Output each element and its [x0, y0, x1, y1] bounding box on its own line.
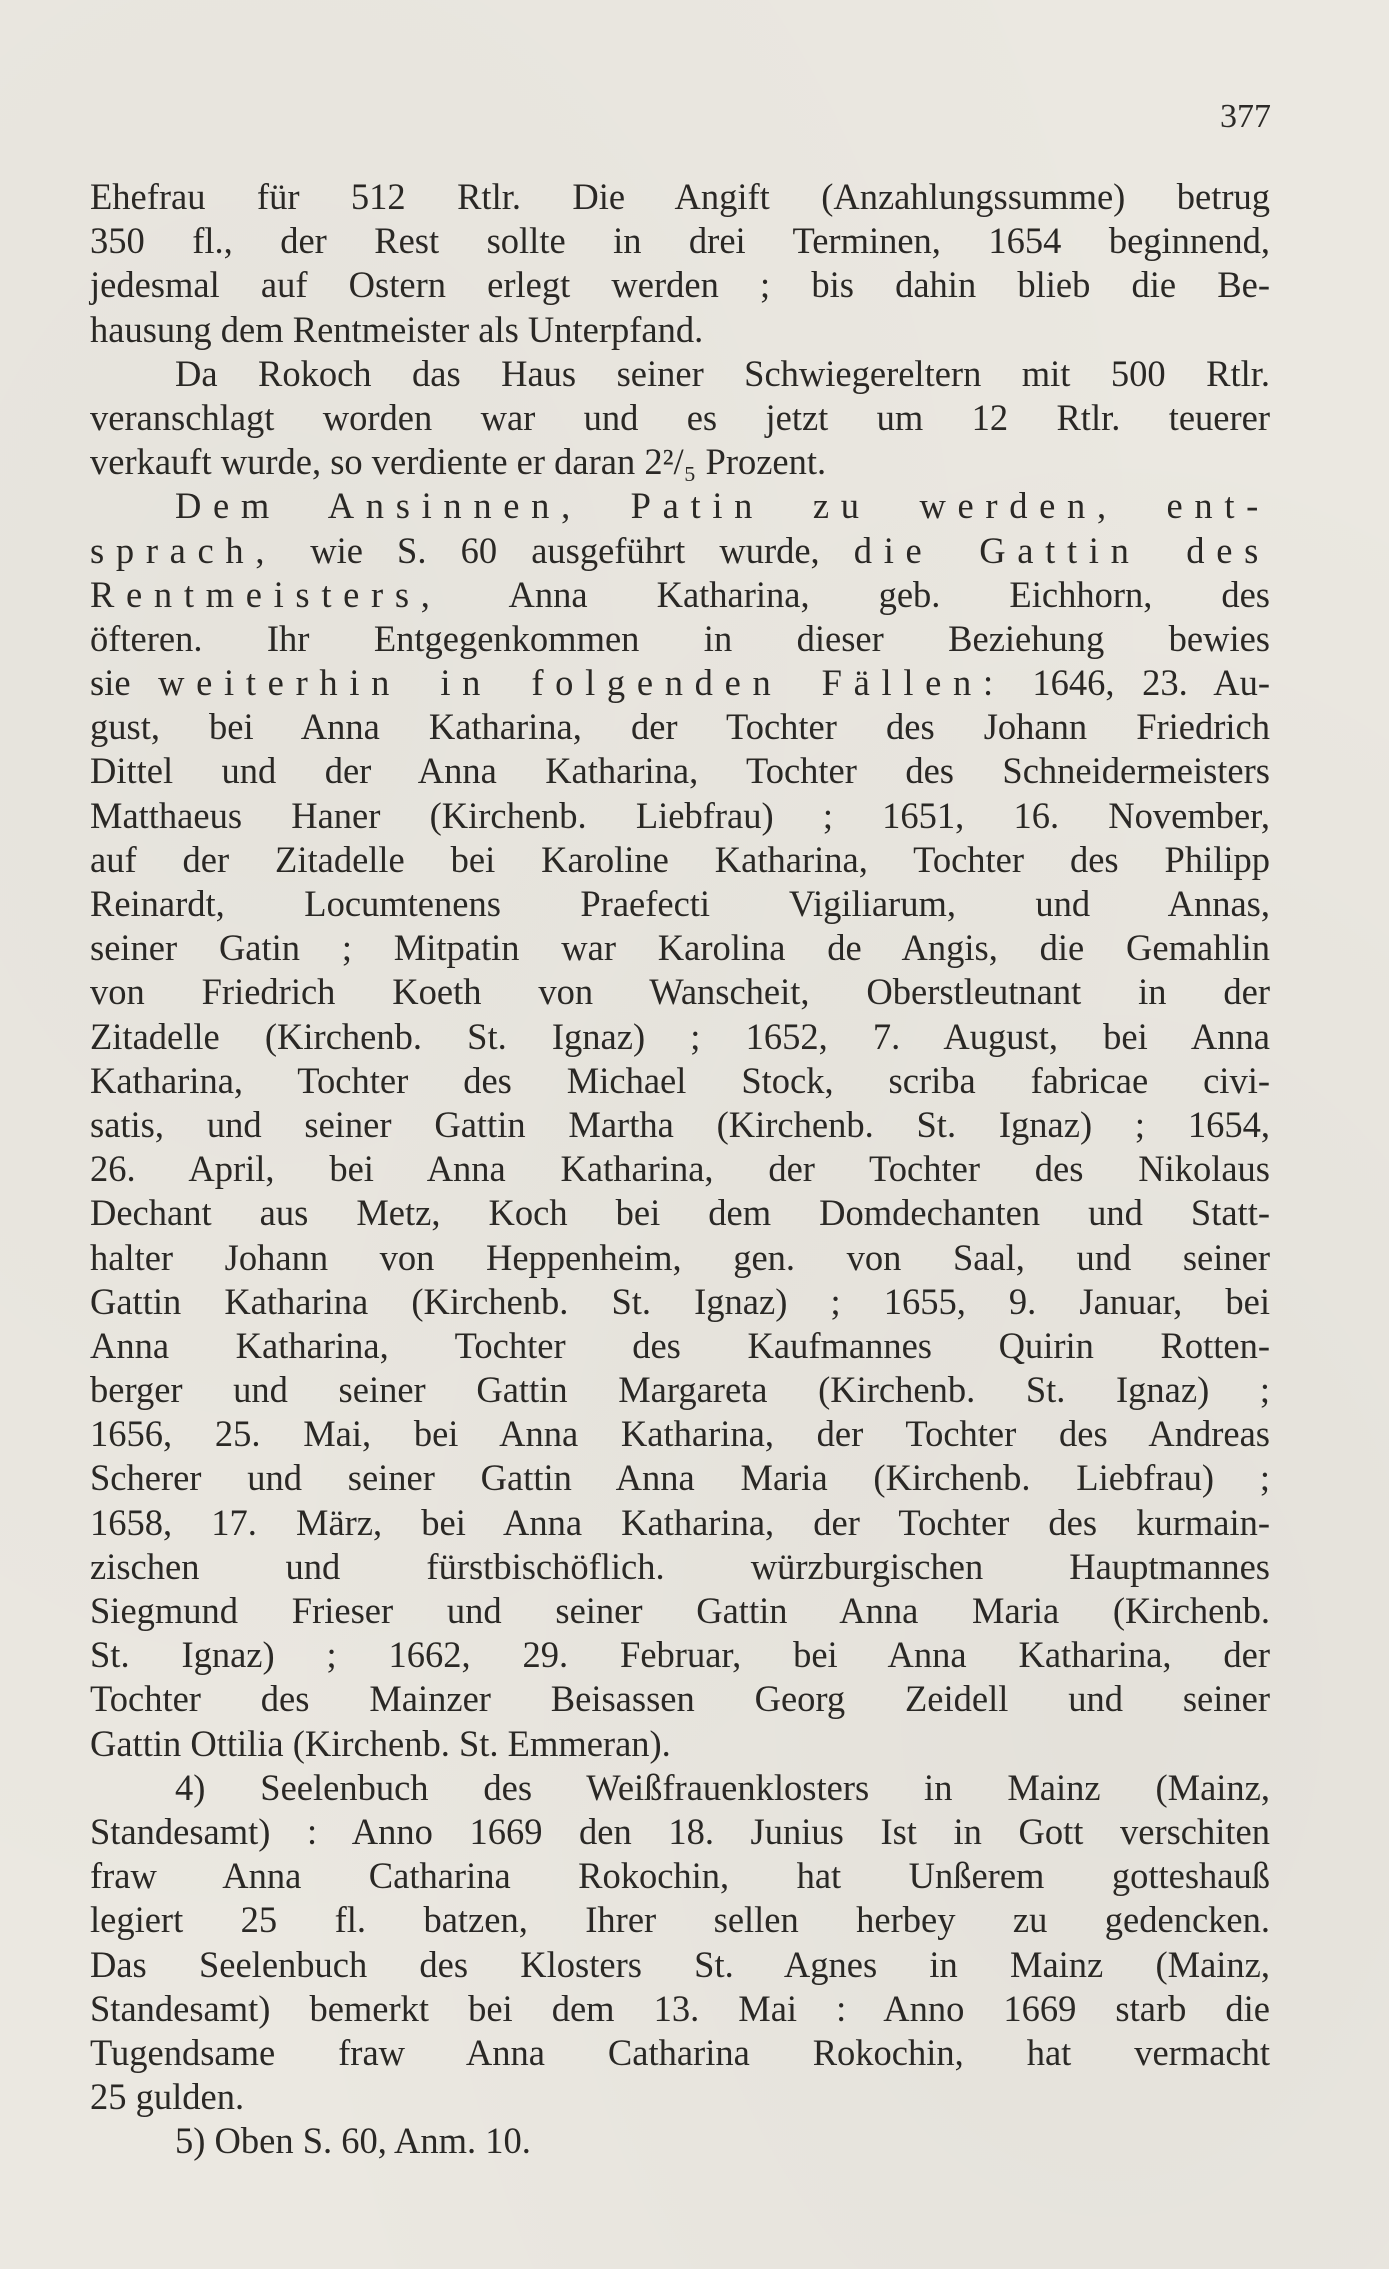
text-line: Reinardt, Locumtenens Praefecti Vigiliarum, und Annas, — [90, 883, 1270, 924]
text-line: Da Rokoch das Haus seiner Schwiegereltern mit 500 Rtlr. — [175, 352, 1270, 394]
text-line: Standesamt) : Anno 1669 den 18. Junius Ist in Gott verschiten — [90, 1810, 1270, 1852]
spaced-emphasis: Rentmeisters, — [90, 573, 442, 615]
spaced-emphasis: weiterhin in folgenden Fällen: — [158, 662, 1005, 704]
text-line: Tochter des Mainzer Beisassen Georg Zeidell und seiner — [90, 1678, 1270, 1720]
page-number: 377 — [1220, 98, 1271, 135]
text-line: Gattin Katharina (Kirchenb. St. Ignaz) ; 1655, 9. Januar, bei — [90, 1280, 1270, 1322]
text-line: Anna Katharina, Tochter des Kaufmannes Quirin Rotten- — [90, 1324, 1270, 1366]
text-line: 25 gulden. — [90, 2076, 245, 2118]
text-line: Matthaeus Haner (Kirchenb. Liebfrau) ; 1651, 16. November, — [90, 794, 1270, 836]
text-line: Ehefrau für 512 Rtlr. Die Angift (Anzahlungssumme) betrug — [90, 176, 1270, 217]
text-line: seiner Gatin ; Mitpatin war Karolina de Angis, die Gemahlin — [90, 927, 1270, 969]
text-line: legiert 25 fl. batzen, Ihrer sellen herbey zu gedencken. — [90, 1899, 1270, 1941]
text-line: Gattin Ottilia (Kirchenb. St. Emmeran). — [90, 1722, 671, 1764]
text-line — [90, 661, 1270, 705]
text-line: verkauft wurde, so verdiente er daran 2²/₅ Prozent. — [90, 441, 827, 483]
text-line: Dittel und der Anna Katharina, Tochter des Schneidermeisters — [90, 750, 1270, 792]
text-line: 5) Oben S. 60, Anm. 10. — [175, 2120, 531, 2162]
body-text — [90, 175, 1270, 2163]
text-line: 26. April, bei Anna Katharina, der Tochter des Nikolaus — [90, 1148, 1270, 1190]
spaced-emphasis: Dem Ansinnen, Patin zu werden, ent- — [175, 485, 1270, 527]
text-line: Standesamt) bemerkt bei dem 13. Mai : Anno 1669 starb die — [90, 1987, 1270, 2029]
text-line: 4) Seelenbuch des Weißfrauenklosters in Mainz (Mainz, — [175, 1766, 1270, 1808]
text-line: halter Johann von Heppenheim, gen. von Saal, und seiner — [90, 1236, 1270, 1278]
text-line: auf der Zitadelle bei Karoline Katharina, Tochter des Philipp — [90, 838, 1270, 880]
text-line: satis, und seiner Gattin Martha (Kirchenb. St. Ignaz) ; 1654, — [90, 1103, 1270, 1145]
text-line: Scherer und seiner Gattin Anna Maria (Kirchenb. Liebfrau) ; — [90, 1457, 1270, 1499]
text-line: jedesmal auf Ostern erlegt werden ; bis dahin blieb die Be- — [90, 264, 1270, 306]
text-line: öfteren. Ihr Entgegenkommen in dieser Beziehung bewies — [90, 617, 1270, 659]
text-line: von Friedrich Koeth von Wanscheit, Oberstleutnant in der — [90, 971, 1270, 1013]
text-line: Zitadelle (Kirchenb. St. Ignaz) ; 1652, 7. August, bei Anna — [90, 1015, 1270, 1057]
text-line: Dechant aus Metz, Koch bei dem Domdechanten und Statt- — [90, 1192, 1270, 1234]
text-line: 1656, 25. Mai, bei Anna Katharina, der Tochter des Andreas — [90, 1413, 1270, 1455]
text-line: berger und seiner Gattin Margareta (Kirchenb. St. Ignaz) ; — [90, 1369, 1270, 1411]
text-segment: Anna Katharina, geb. Eichhorn, des — [441, 573, 1270, 615]
text-line: fraw Anna Catharina Rokochin, hat Unßerem gotteshauß — [90, 1855, 1270, 1897]
text-line: 1658, 17. März, bei Anna Katharina, der Tochter des kurmain- — [90, 1501, 1270, 1543]
text-line: zischen und fürstbischöflich. würzburgischen Hauptmannes — [90, 1545, 1270, 1587]
text-line: hausung dem Rentmeister als Unterpfand. — [90, 308, 704, 350]
text-segment: sie — [90, 662, 159, 704]
text-line: Siegmund Frieser und seiner Gattin Anna Maria (Kirchenb. — [90, 1590, 1270, 1631]
spaced-emphasis: die Gattin des — [853, 529, 1270, 571]
text-line: Katharina, Tochter des Michael Stock, scriba fabricae civi- — [90, 1059, 1270, 1101]
text-line: 350 fl., der Rest sollte in drei Terminen, 1654 beginnend, — [90, 220, 1270, 262]
text-line — [90, 484, 1270, 528]
text-line: gust, bei Anna Katharina, der Tochter des Johann Friedrich — [90, 706, 1270, 748]
text-line: Das Seelenbuch des Klosters St. Agnes in Mainz (Mainz, — [90, 1943, 1270, 1985]
text-line: veranschlagt worden war und es jetzt um 12 Rtlr. teuerer — [90, 396, 1270, 438]
text-line — [90, 573, 1270, 617]
spaced-emphasis: sprach, — [90, 529, 277, 571]
text-segment: wie S. 60 ausgeführt wurde, — [276, 529, 854, 571]
text-line — [90, 529, 1270, 573]
text-line: Tugendsame fraw Anna Catharina Rokochin, hat vermacht — [90, 2031, 1270, 2073]
text-segment: 1646, 23. Au- — [1004, 662, 1271, 704]
text-line: St. Ignaz) ; 1662, 29. Februar, bei Anna Katharina, der — [90, 1634, 1270, 1676]
